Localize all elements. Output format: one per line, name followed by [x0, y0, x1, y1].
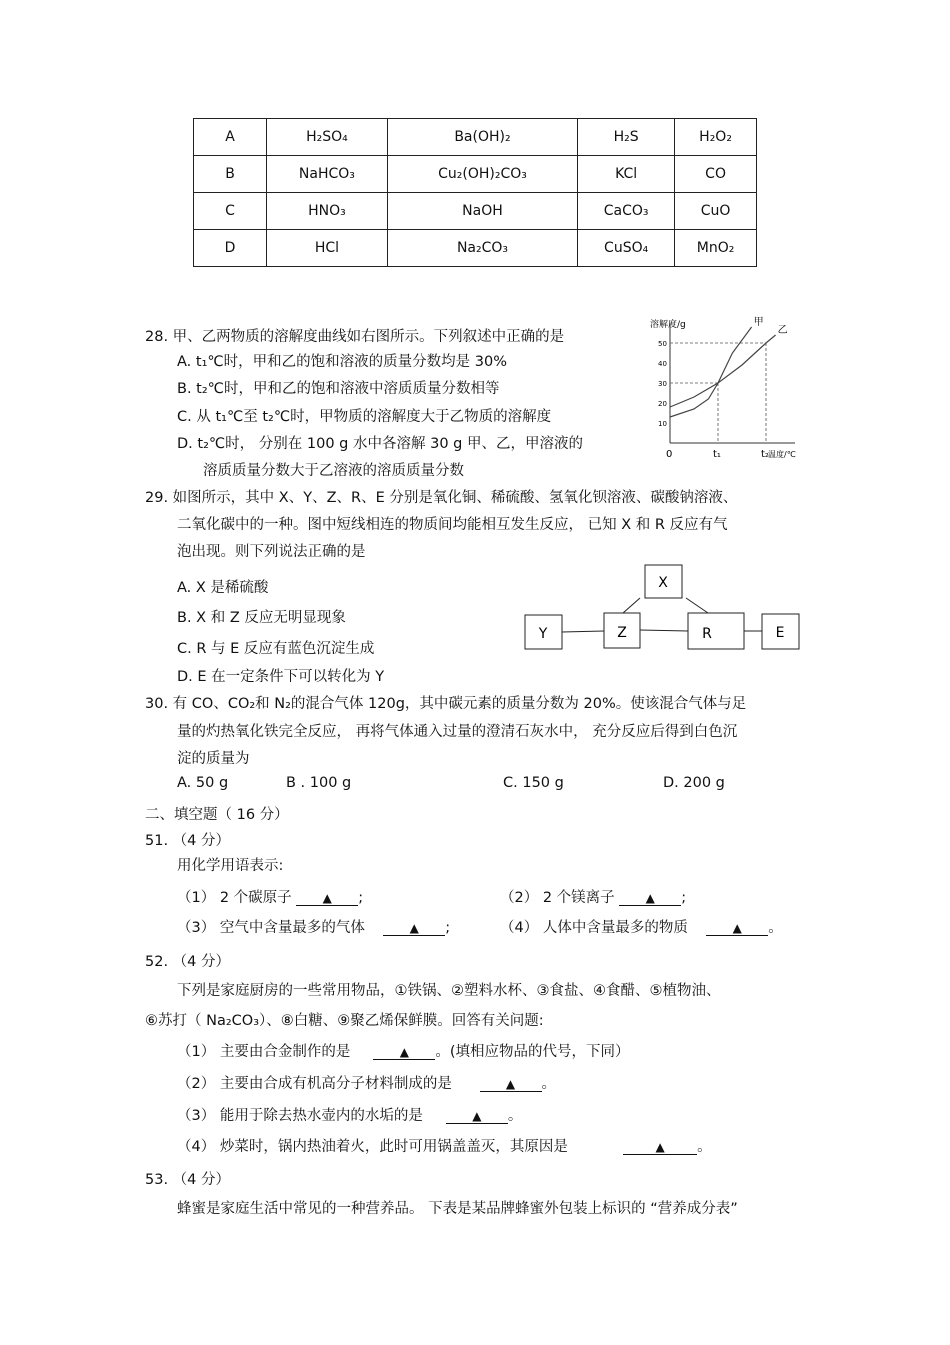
answer-blank[interactable]: ▲	[373, 1045, 435, 1060]
q28-option-d-cont: 溶质质量分数大于乙溶液的溶质质量分数	[203, 463, 464, 479]
node-e-label: E	[775, 625, 785, 641]
table-cell: H₂S	[578, 119, 675, 156]
series-yi-line	[670, 335, 776, 407]
x-tick-label: 0	[666, 449, 673, 460]
answer-blank[interactable]: ▲	[619, 891, 681, 906]
q51-part-1: （1） 2 个碳原子 ▲ ;	[177, 890, 364, 906]
q28-stem: 28. 甲、乙两物质的溶解度曲线如右图所示。下列叙述中正确的是	[145, 329, 565, 345]
x-tick-label: t₂	[761, 449, 769, 460]
answer-blank[interactable]: ▲	[296, 891, 358, 906]
chart-ylabel: 溶解度/g	[650, 320, 686, 330]
q52-intro-2: ⑥苏打（ Na₂CO₃）、⑧白糖、⑨聚乙烯保鲜膜。回答有关问题:	[145, 1013, 544, 1029]
table-cell: CaCO₃	[578, 193, 675, 230]
row-label: C	[194, 193, 267, 230]
row-label: A	[194, 119, 267, 156]
table-cell: MnO₂	[675, 230, 757, 267]
q29-option-c: C. R 与 E 反应有蓝色沉淀生成	[177, 641, 375, 657]
node-r	[688, 613, 744, 649]
table-cell: CuSO₄	[578, 230, 675, 267]
y-tick-label: 40	[658, 360, 667, 368]
y-tick-label: 20	[658, 400, 667, 408]
answer-blank[interactable]: ▲	[706, 921, 768, 936]
table-row	[194, 156, 757, 193]
q29-stem-1: 29. 如图所示，其中 X、Y、Z、R、E 分别是氧化铜、稀硫酸、氢氧化钡溶液、碳酸钠溶液、	[145, 490, 738, 506]
table-cell: HCl	[267, 230, 388, 267]
table-cell: Cu₂(OH)₂CO₃	[387, 156, 577, 193]
chart-xlabel: 温度/℃	[768, 450, 796, 459]
q51-part-4: （4） 人体中含量最多的物质 ▲ 。	[500, 920, 783, 936]
q52-intro-1: 下列是家庭厨房的一些常用物品，①铁锅、②塑料水杯、③食盐、④食醋、⑤植物油、	[177, 983, 721, 999]
table-cell: Ba(OH)₂	[387, 119, 577, 156]
q30-option-d: D. 200 g	[663, 775, 725, 791]
q51-intro: 用化学用语表示:	[177, 858, 284, 874]
table-cell: H₂SO₄	[267, 119, 388, 156]
q28-option-a: A. t₁℃时，甲和乙的饱和溶液的质量分数均是 30%	[177, 354, 508, 370]
q30-stem-2: 量的灼热氧化铁完全反应， 再将气体通入过量的澄清石灰水中， 充分反应后得到白色沉	[177, 724, 738, 740]
q52-part-2: （2） 主要由合成有机高分子材料制成的是 ▲ 。	[177, 1076, 556, 1092]
q29-option-d: D. E 在一定条件下可以转化为 Y	[177, 669, 385, 685]
q53-head: 53. （4 分）	[145, 1172, 231, 1188]
y-tick-label: 50	[658, 340, 667, 348]
q53-intro: 蜂蜜是家庭生活中常见的一种营养品。 下表是某品牌蜂蜜外包装上标识的 “营养成分表”	[177, 1201, 738, 1217]
q29-stem-2: 二氧化碳中的一种。图中短线相连的物质间均能相互发生反应， 已知 X 和 R 反应有气	[177, 517, 728, 533]
x-tick-label: t₁	[713, 449, 721, 460]
table-cell: H₂O₂	[675, 119, 757, 156]
q29-option-b: B. X 和 Z 反应无明显现象	[177, 610, 346, 626]
q52-part-4: （4） 炒菜时，锅内热油着火，此时可用锅盖盖灭，其原因是 ▲ 。	[177, 1139, 712, 1155]
q28-option-c: C. 从 t₁℃至 t₂℃时，甲物质的溶解度大于乙物质的溶解度	[177, 409, 552, 425]
q51-head: 51. （4 分）	[145, 833, 231, 849]
q29-stem-3: 泡出现。则下列说法正确的是	[177, 544, 366, 560]
table-cell: HNO₃	[267, 193, 388, 230]
series-jia-label: 甲	[753, 317, 764, 328]
answer-blank[interactable]: ▲	[383, 921, 445, 936]
table-cell: KCl	[578, 156, 675, 193]
table-row	[194, 193, 757, 230]
q28-option-d: D. t₂℃时， 分别在 100 g 水中各溶解 30 g 甲、乙，甲溶液的	[177, 436, 583, 452]
q30-stem-3: 淀的质量为	[177, 751, 250, 767]
table-row	[194, 119, 757, 156]
q30-option-b: B . 100 g	[286, 775, 352, 791]
y-tick-label: 30	[658, 380, 667, 388]
answer-blank[interactable]: ▲	[446, 1109, 508, 1124]
node-z-label: Z	[617, 625, 627, 641]
answer-blank[interactable]: ▲	[623, 1140, 697, 1155]
solubility-chart	[640, 315, 810, 465]
series-jia-line	[670, 327, 752, 417]
q51-part-3: （3） 空气中含量最多的气体 ▲ ;	[177, 920, 451, 936]
q28-option-b: B. t₂℃时，甲和乙的饱和溶液中溶质质量分数相等	[177, 381, 500, 397]
answer-blank[interactable]: ▲	[480, 1077, 542, 1092]
node-r-label: R	[702, 626, 712, 642]
row-label: B	[194, 156, 267, 193]
table-cell: Na₂CO₃	[387, 230, 577, 267]
series-yi-label: 乙	[777, 325, 788, 336]
q30-option-c: C. 150 g	[503, 775, 564, 791]
q52-head: 52. （4 分）	[145, 954, 231, 970]
q29-option-a: A. X 是稀硫酸	[177, 580, 269, 596]
row-label: D	[194, 230, 267, 267]
q30-stem-1: 30. 有 CO、CO₂和 N₂的混合气体 120g，其中碳元素的质量分数为 20%。使该混合气体与足	[145, 696, 747, 712]
section-heading: 二、填空题（ 16 分）	[145, 807, 289, 823]
q52-part-3: （3） 能用于除去热水壶内的水垢的是 ▲ 。	[177, 1108, 523, 1124]
q52-part-1: （1） 主要由合金制作的是 ▲ 。(填相应物品的代号，下同）	[177, 1044, 630, 1060]
table-cell: CuO	[675, 193, 757, 230]
q51-part-2: （2） 2 个镁离子 ▲ ;	[500, 890, 687, 906]
reaction-diagram	[520, 560, 810, 660]
table-cell: NaHCO₃	[267, 156, 388, 193]
table-row	[194, 230, 757, 267]
table-cell: NaOH	[387, 193, 577, 230]
node-x-label: X	[658, 575, 668, 591]
q30-option-a: A. 50 g	[177, 775, 229, 791]
node-y-label: Y	[538, 626, 548, 642]
y-tick-label: 10	[658, 420, 667, 428]
reagent-table	[193, 118, 757, 267]
table-cell: CO	[675, 156, 757, 193]
